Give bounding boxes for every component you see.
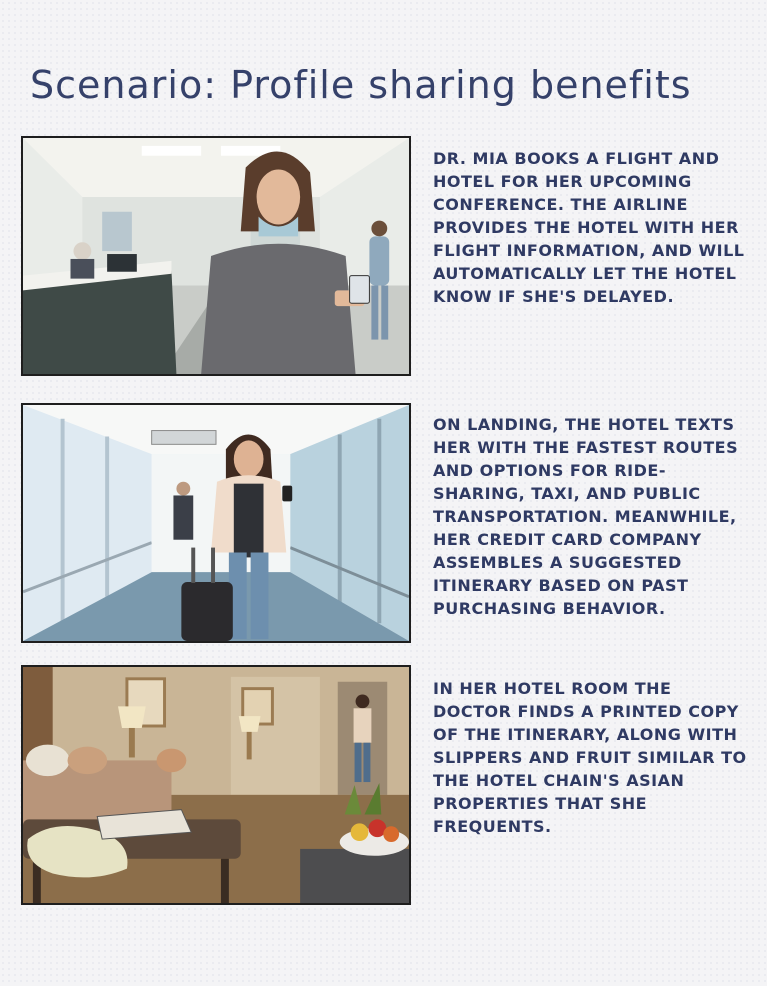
storyboard-panel-jetbridge <box>21 403 411 643</box>
panel-caption-2: ON LANDING, THE HOTEL TEXTS HER WITH THE FASTEST ROUTES AND OPTIONS FOR RIDE-SHARING, TAXI, AND PUBLIC TRANSPORTATION. MEANWHILE, HER CREDIT CARD COMPANY ASSEMBLES A SUGGESTED ITINERARY BASED ON PAST PURCHASING BEHAVIOR. <box>433 415 739 618</box>
panel-caption-3: IN HER HOTEL ROOM THE DOCTOR FINDS A PRINTED COPY OF THE ITINERARY, ALONG WITH SLIPPERS AND FRUIT SIMILAR TO THE HOTEL CHAIN'S ASIAN PROPERTIES THAT SHE FREQUENTS. <box>433 679 747 836</box>
hotel-room-illustration <box>23 667 409 903</box>
panel-caption-1: DR. MIA BOOKS A FLIGHT AND HOTEL FOR HER UPCOMING CONFERENCE. THE AIRLINE PROVIDES THE HOTEL WITH HER FLIGHT INFORMATION, AND WILL AUTOMATICALLY LET THE HOTEL KNOW IF SHE'S DELAYED. <box>433 149 745 306</box>
storyboard-panel-hotel-room <box>21 665 411 905</box>
jetbridge-illustration <box>23 405 409 641</box>
page-title: Scenario: Profile sharing benefits <box>30 63 692 108</box>
hospital-illustration <box>23 138 409 374</box>
storyboard-panel-hospital <box>21 136 411 376</box>
